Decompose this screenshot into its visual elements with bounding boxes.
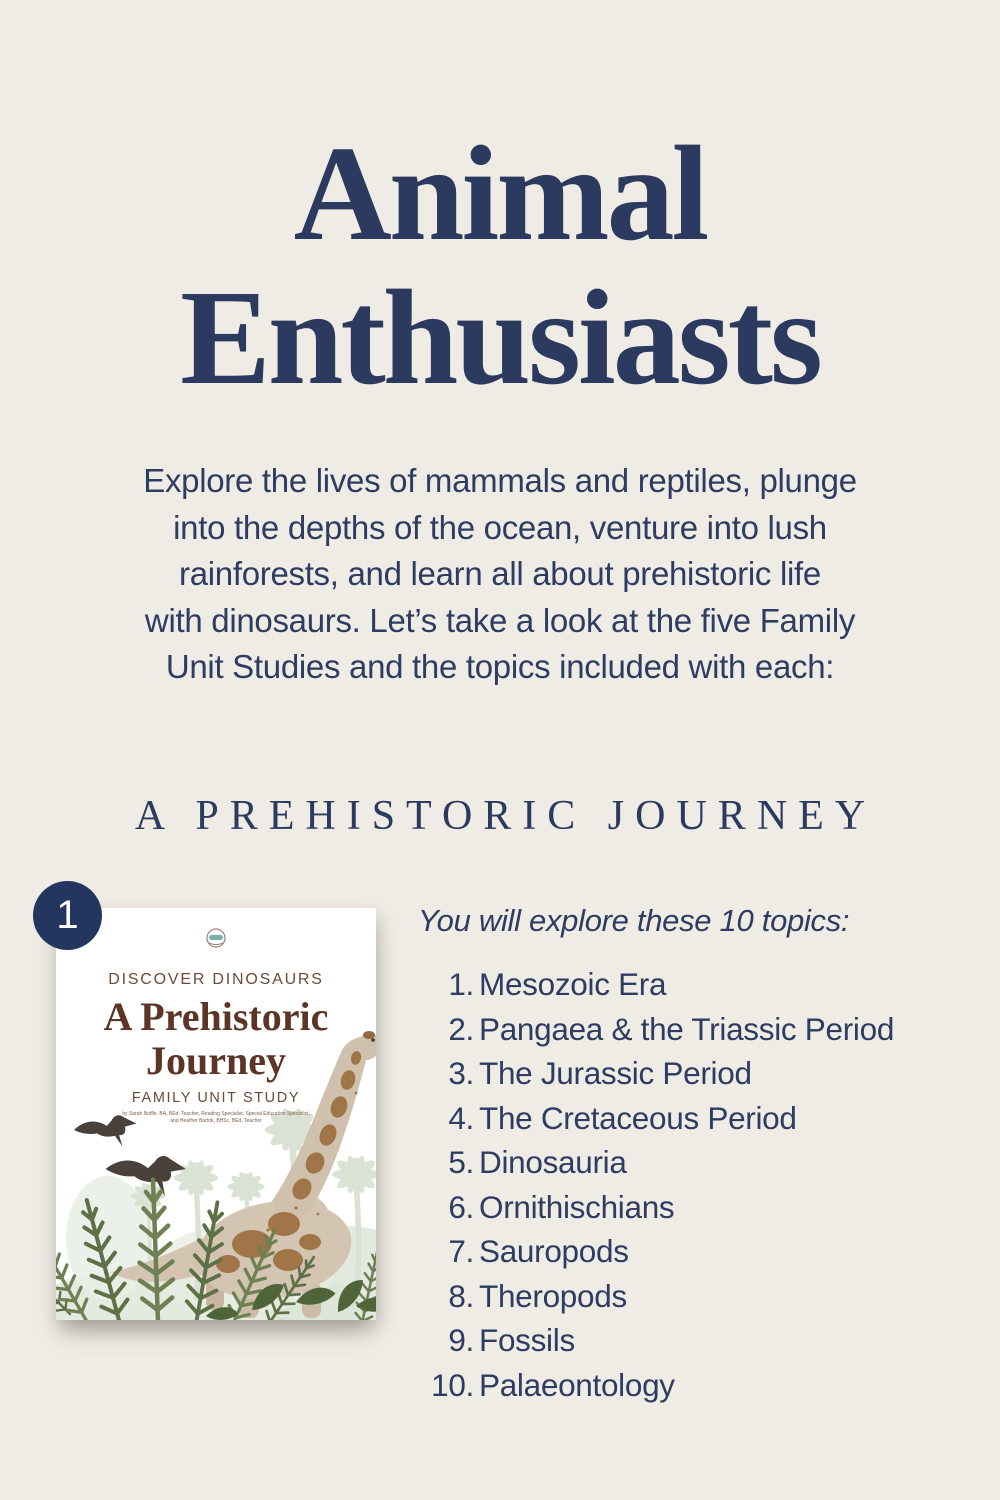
intro-line: rainforests, and learn all about prehistoric life — [179, 555, 821, 592]
topics-intro: You will explore these 10 topics: — [418, 903, 850, 938]
topic-label: Ornithischians — [479, 1188, 675, 1225]
topic-number: 6. — [448, 1188, 474, 1225]
topic-label: Pangaea & the Triassic Period — [479, 1010, 895, 1047]
book-cover-image — [56, 908, 376, 1320]
topics-column — [400, 901, 990, 1407]
topic-number: 9. — [448, 1322, 474, 1358]
section-heading: A PREHISTORIC JOURNEY — [134, 793, 877, 839]
topic-number: 10. — [431, 1366, 474, 1403]
topic-list-item — [400, 1185, 990, 1230]
unit-number-badge — [33, 881, 102, 950]
topic-list-item — [400, 1051, 990, 1096]
topic-list-item — [400, 1007, 990, 1052]
topic-list-item — [400, 962, 990, 1007]
intro-line: Explore the lives of mammals and reptiles, plunge — [143, 462, 857, 499]
page-title-line1: Animal — [293, 119, 707, 269]
page-title — [0, 119, 1000, 413]
topic-list-item — [400, 1274, 990, 1319]
topic-list-item — [400, 1096, 990, 1141]
topic-list-item — [400, 1363, 990, 1408]
cover-byline-line1: by Sarah Noffle, BA, BEd, Teacher, Reading Specialist, Special Education Specialist, — [122, 1111, 310, 1117]
cover-title-line2: Journey — [146, 1038, 286, 1083]
topic-list-item — [400, 1229, 990, 1274]
topic-list-item — [400, 1140, 990, 1185]
topic-number: 4. — [448, 1099, 474, 1136]
topic-number: 1. — [448, 966, 474, 1002]
topic-label: The Jurassic Period — [479, 1055, 752, 1091]
topic-label: Fossils — [479, 1322, 575, 1358]
topic-number: 5. — [448, 1144, 474, 1180]
topic-number: 2. — [448, 1010, 474, 1047]
topic-number: 8. — [448, 1277, 474, 1314]
unit-number: 1 — [56, 893, 79, 937]
topic-label: Palaeontology — [479, 1366, 675, 1403]
topic-label: Mesozoic Era — [479, 966, 667, 1002]
publisher-logo-icon — [207, 929, 225, 947]
cover-byline-line2: and Heather Bartok, BHSc, BEd, Teacher — [170, 1118, 262, 1124]
topic-label: Dinosauria — [479, 1144, 627, 1180]
cover-subtitle: FAMILY UNIT STUDY — [131, 1090, 301, 1106]
topics-list — [400, 962, 990, 1407]
book-cover-card — [56, 908, 376, 1320]
intro-paragraph — [0, 458, 1000, 691]
intro-line: with dinosaurs. Let’s take a look at the five Family — [144, 601, 856, 639]
topic-number: 3. — [448, 1055, 474, 1091]
intro-line: into the depths of the ocean, venture into lush — [173, 508, 827, 546]
topic-label: Sauropods — [479, 1233, 629, 1269]
cover-title-line1: A Prehistoric — [103, 994, 329, 1039]
topic-label: Theropods — [479, 1277, 627, 1314]
page-title-line2: Enthusiasts — [180, 263, 820, 413]
cover-kicker: DISCOVER DINOSAURS — [108, 971, 324, 988]
topic-number: 7. — [448, 1233, 474, 1269]
topic-list-item — [400, 1318, 990, 1363]
topic-label: The Cretaceous Period — [479, 1099, 797, 1136]
intro-line: Unit Studies and the topics included with each: — [165, 648, 835, 685]
